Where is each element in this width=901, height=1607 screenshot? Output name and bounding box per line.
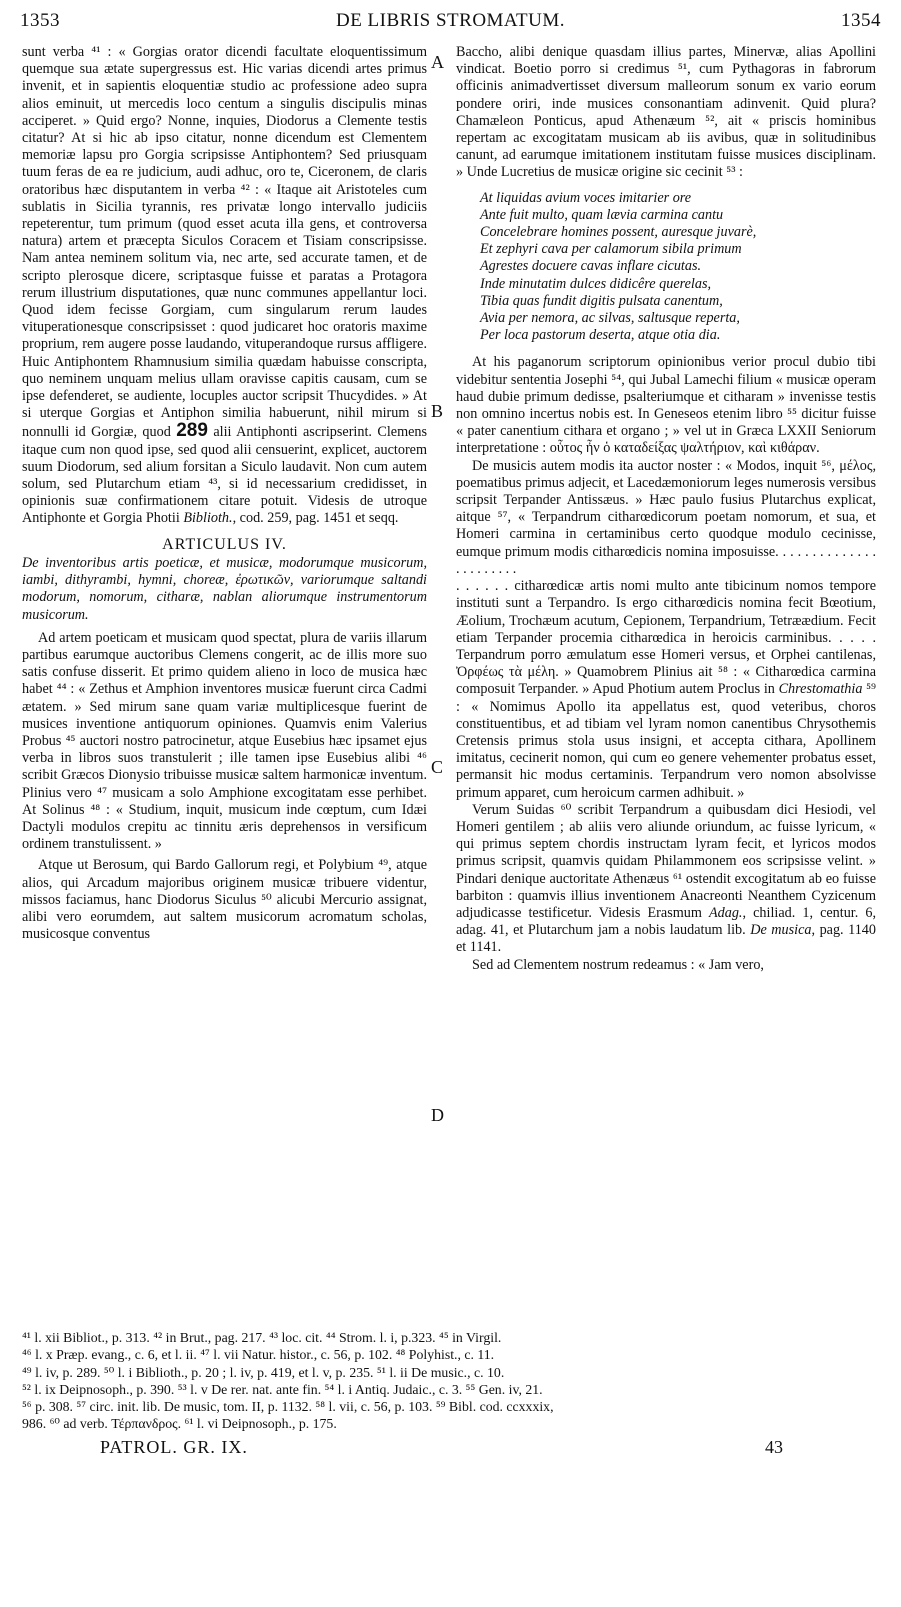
text-run: . . . . . . citharœdicæ artis nomi multo ante tibicinum nomos tempore instituti sunt a Terpandro. Is ergo citharœdicis nomina fecit Bœotium, Æolium, Trochæum acutum, Cepionem, Terpandrium, Tetræædium. Fecit etiam Terpander procemia citharœdica in heroicis carminibus. . . . . Terpandrum porro æmulatum esse Homeri versus, et Orphei cantilenas, Ὀρφέως τὰ μέλη. » Quamobrem Plinius ait ⁵⁸ : « Citharœdica carmina composuit Terpander. » Apud Photium autem Proclus in	[456, 578, 876, 698]
footer-signature: 43	[765, 1437, 783, 1457]
margin-letter-a: A	[431, 52, 444, 72]
verse-line: Concelebrare homines possent, auresque juvarè,	[480, 224, 757, 241]
paragraph: De musicis autem modis ita auctor noster : « Modos, inquit ⁵⁶, μέλος, poematibus primus adjecit, et Lacedæmoniorum leges numerosis versibus scripsit Terpander Antissæus. » Hæc paulo fusius Plutarchus explicat, aitque ⁵⁷, « Terpandrum citharœdicorum poetam nomorum, et sua, et Homeri carmina in certaminibus certo quodque modulo cecinisse, eumque primum modis citharœdicis nomina imposuisse. . . . . . . . . . . . . . . . . . . . . . .	[456, 457, 876, 577]
text-run: Chrestomathia	[778, 681, 863, 698]
footnote-line: 986. ⁶⁰ ad verb. Τέρπανδρος. ⁶¹ l. vi Deipnosoph., p. 175.	[22, 1416, 337, 1432]
text-run: Adag.	[708, 904, 743, 921]
text-run: ⁵⁹ : « Nomimus Apollo ita appellatus est, quod veteribus, choros constituentibus, et ad tibiam vel lyram nomon canentibus Chrysothemis Cretensis primus stola usus insigni, et accepta cithara, Apollinem imitatus, cecinerit nomon, qui cum eo genere vehementer probatus esset, permansit hic modus certaminis. Terpandrum vero nomon absolvisse primum apparet, cum heroicum carmen adhibuit. »	[456, 681, 877, 801]
text-run: sunt verba ⁴¹ : « Gorgias orator dicendi facultate eloquentissimum quemque sua ætate supergressus est. Hic varias dicendi artes primus invenit, et in sapientis eloquentiæ studio ac professione adeo supra alios eminuit, ut mercedis loco centum a singulis discipulis minas acciperet. » Quid ergo? Nonne, inquies, Diodorus a Clemente testis citatur? At si hic ab ipso citatur, nonne dicendum est Clementem memoriæ lapsu pro Gorgia scripsisse Antiphontem? Sed priusquam tuum feras de ea re judicium, audi adhuc, oro te, Ciceronem, de claris oratoribus hæc disputantem in verba ⁴² : « Itaque ait Aristoteles cum sublatis in Sicilia tyrannis, res privatæ longo intervallo judiciis repeterentur, tum primum (quod esset acuta illa gens, et controversa natura) artem et præcepta Siculos Coracem et Tisiam conscripsisse. Nam antea neminem solitum via, nec arte, sed accurate tamen, et de scripto plerosque dicere, scriptasque fuisse et paratas a Protagora rerum illustrium disputationes, quæ nunc communes appellantur loci. Quod idem fecisse Gorgiam, cum singularum rerum laudes vituperationesque conscripsisset : quod judicaret hoc oratoris maxime proprium, rem augere posse laudando, vituperandoque rursus affligere. Huic Antiphontem Rhamnusium similia quædam habuisse conscripta, quo neminem unquam melius ullam oravisse capitis causam, cum se ipse defenderet, se audiente, locuples auctor scripsit Thucydides. » At si uterque Gorgias et Antiphon similia habuerunt, nihil mirum si nonnulli id Gorgiæ, quod	[22, 44, 427, 441]
verse-line: Avia per nemora, ac silvas, saltusque reperta,	[480, 310, 740, 327]
paragraph: Ad artem poeticam et musicam quod spectat, plura de variis illarum partibus earumque auctoribus Clemens congerit, ac de illis more suo satis confuse disserit. Et primo quidem alieno in loco de musica hæc habet ⁴⁴ : « Zethus et Amphion inventores musicæ fuerunt circa Cadmi ætatem. » Sed mirum sane quam variæ multiplicesque fuerint de musices inventione antiquorum opiniones. Quamvis enim Valerius Probus ⁴⁵ auctori nostro patrocinetur, atque Eusebius hæc ipsamet ejus verba in libros suos transtulerit ; ille tamen ipse Eusebius alibi ⁴⁶ scribit Græcos Dionysio tribuisse musicæ saltem harmonicæ inventum. Plinius vero ⁴⁷ musicam a solo Amphione excogitatam esse perhibet. At Solinus ⁴⁸ : « Studium, inquit, musicum inde cœptum, cum Idæi Dactyli modulos crepitu ac tinnitu æris deprehensos in versificum ordinem transtulissent. »	[22, 629, 427, 853]
section-subheading: De inventoribus artis poeticæ, et musicæ, modorumque musicorum, iambi, dithyrambi, hymni, choreæ, ἐρωτικῶν, variorumque saltandi modorum, nomorum, citharæ, nablan aliorumque instrumentorum musicorum.	[22, 554, 427, 623]
footer-volume: PATROL. GR. IX.	[100, 1437, 248, 1457]
margin-letter-b: B	[431, 401, 444, 421]
verse-line: At liquidas avium voces imitarier ore	[480, 189, 692, 206]
footnote-line: ⁴⁹ l. iv, p. 289. ⁵⁰ l. i Biblioth., p. 20 ; l. iv, p. 419, et l. v, p. 235. ⁵¹ l. ii De music., c. 10.	[22, 1364, 505, 1380]
text-run: , cod. 259, pag. 1451 et seqq.	[232, 510, 399, 527]
text-run: Verum Suidas ⁶⁰ scribit Terpandrum a quibusdam dici Hesiodi, vel Homeri gentilem ; ab aliis vero aliunde oriundum, ac fuisse lyricum, « qui primus septem chordis instructam lyram fecit, et lyricos modos primus scripsit, quamvis quidam Philammonem eos scripsisse velint. » Pindari denique auctoritate Athenæus ⁶¹ ostendit excogitatum ab eo fuisse barbiton : quamvis illius inventionem Anacreonti Neanthem Cyzicenum adjudicasse testificetur. Videsis Erasmum	[456, 801, 876, 921]
section-heading: ARTICULUS IV.	[162, 535, 287, 553]
verse-line: Inde minutatim dulces didicêre querelas,	[480, 275, 712, 292]
paragraph: At his paganorum scriptorum opinionibus verior procul dubio tibi videbitur sententia Josephi ⁵⁴, qui Jubal Lamechi filium « musicæ operam haud dubie primum dedisse, psalteriumque et citharam » invenisse testis non omnino incertus nobis est. In Geneseos etenim libro ⁵⁵ dicitur fuisse « pater canentium cithara et organo ; » vel ut in Græca LXXII Seniorum interpretatione : οὗτος ἦν ὁ καταδείξας ψαλτήριον, καὶ κιθάραν.	[456, 354, 876, 457]
verse-line: Tibia quas fundit digitis pulsata canentum,	[480, 292, 723, 309]
footnote-line: ⁴⁶ l. x Præp. evang., c. 6, et l. ii. ⁴⁷ l. vii Natur. histor., c. 56, p. 102. ⁴⁸ Polyhist., c. 11.	[22, 1347, 495, 1363]
paragraph: Baccho, alibi denique quasdam illius partes, Minervæ, alias Apollini vindicat. Boetio porro si credimus ⁵¹, cum Pythagoras in fabrorum officinis animadvertisset diversum malleorum sonum ex vario eorum pondere oriri, inde musices consonantiam adinvenit. Quid plura? Chamæleon Ponticus, apud Athenæum ⁵², ait « priscis hominibus repertam ac excogitatam musicam ab iis avibus, quæ in solitudinibus canunt, ad earumque imitationem institutam fuisse musices disciplinam. » Unde Lucretius de musicæ origine sic cecinit ⁵³ :	[456, 44, 876, 181]
paragraph	[22, 44, 427, 528]
column-marker: 289	[176, 420, 208, 442]
text-run: , chiliad. 1, centur. 6, adag. 41, et Plutarchum jam a nobis laudatum lib.	[456, 904, 876, 939]
running-title: DE LIBRIS STROMATUM.	[335, 10, 566, 31]
text-run: De musica	[750, 922, 812, 939]
margin-letter-d: D	[431, 1105, 444, 1125]
left-column	[22, 44, 427, 943]
column-number-right: 1354	[841, 10, 881, 31]
text-run: alii Antiphonti ascripserint. Clemens itaque cum non quod ipse, sed quod alii censuerint, explicet, auctorem suum Diodorum, sed alium forsitan a Siculo laudavit. Non cum autem solum, sed Plutarchum etiam ⁴³, si id necessarium credidisset, in opinionis suæ confirmationem citare potuit. Videsis de utroque Antiphonte et Gorgia Photii	[22, 424, 428, 527]
right-column	[456, 44, 876, 974]
verse-line: Agrestes docuere cavas inflare cicutas.	[480, 258, 702, 275]
paragraph	[456, 578, 876, 802]
footnotes	[22, 1329, 878, 1433]
verse-line: Ante fuit multo, quam lævia carmina cantu	[480, 206, 724, 223]
verse-line: Et zephyri cava per calamorum sibila primum	[480, 241, 742, 258]
footnote-line: ⁴¹ l. xii Bibliot., p. 313. ⁴² in Brut., pag. 217. ⁴³ loc. cit. ⁴⁴ Strom. l. i, p.323. ⁴⁵ in Virgil.	[22, 1330, 502, 1345]
running-header	[20, 10, 881, 34]
column-number-left: 1353	[20, 10, 60, 31]
margin-letter-c: C	[431, 757, 444, 777]
paragraph	[456, 802, 876, 957]
verse-quotation	[480, 190, 876, 345]
paragraph: Sed ad Clementem nostrum redeamus : « Jam vero,	[472, 956, 764, 973]
paragraph: Atque ut Berosum, qui Bardo Gallorum regi, et Polybium ⁴⁹, atque alios, qui Arcadum majoribus originem musicæ tribuere videntur, missos faciamus, hanc Diodorus Siculus ⁵⁰ alicubi Mercurio assignat, alibi vero eorumdem, aut saltem musicorum acromatum scholas, musicosque conventus	[22, 857, 427, 943]
footnote-line: ⁵² l. ix Deipnosoph., p. 390. ⁵³ l. v De rer. nat. ante fin. ⁵⁴ l. i Antiq. Judaic., c. 3. ⁵⁵ Gen. iv, 21.	[22, 1381, 543, 1397]
footnote-line: ⁵⁶ p. 308. ⁵⁷ circ. init. lib. De music, tom. II, p. 1132. ⁵⁸ l. vii, c. 56, p. 103. ⁵⁹ Bibl. cod. ccxxxix,	[22, 1399, 554, 1415]
verse-line: Per loca pastorum deserta, atque otia dia.	[480, 327, 721, 344]
text-run: , pag. 1140 et 1141.	[456, 922, 876, 956]
text-run: Biblioth.	[183, 510, 233, 527]
